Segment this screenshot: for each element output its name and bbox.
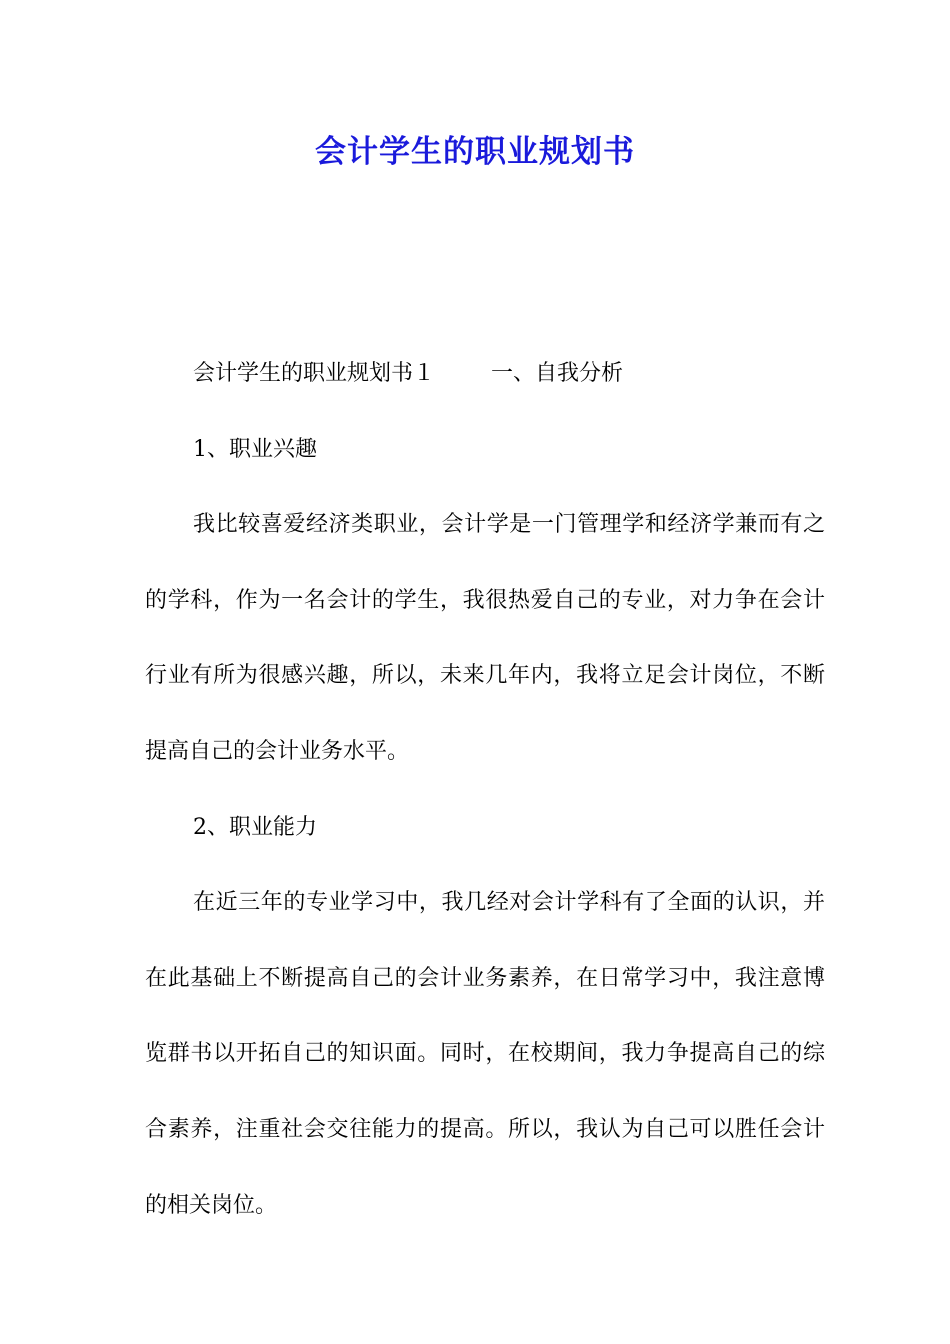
document-subtitle: 会计学生的职业规划书１: [193, 361, 436, 386]
document-body: [145, 336, 825, 1243]
section-heading: 一、自我分析: [491, 361, 624, 386]
paragraph-interest: 我比较喜爱经济类职业，会计学是一门管理学和经济学兼而有之的学科，作为一名会计的学生，我很热爱自己的专业，对力争在会计行业有所为很感兴趣，所以，未来几年内，我将立足会计岗位，不断提高自己的会计业务水平。: [145, 512, 825, 764]
subsection-heading-interest: 1、职业兴趣: [193, 436, 317, 462]
subsection-heading-ability: 2、职业能力: [193, 814, 317, 840]
document-title: 会计学生的职业规划书: [315, 134, 635, 170]
paragraph-ability: 在近三年的专业学习中，我几经对会计学科有了全面的认识，并在此基础上不断提高自己的会计业务素养，在日常学习中，我注意博览群书以开拓自己的知识面。同时，在校期间，我力争提高自己的综合素养，注重社会交往能力的提高。所以，我认为自己可以胜任会计的相关岗位。: [145, 890, 825, 1218]
intro-line: [145, 336, 825, 412]
